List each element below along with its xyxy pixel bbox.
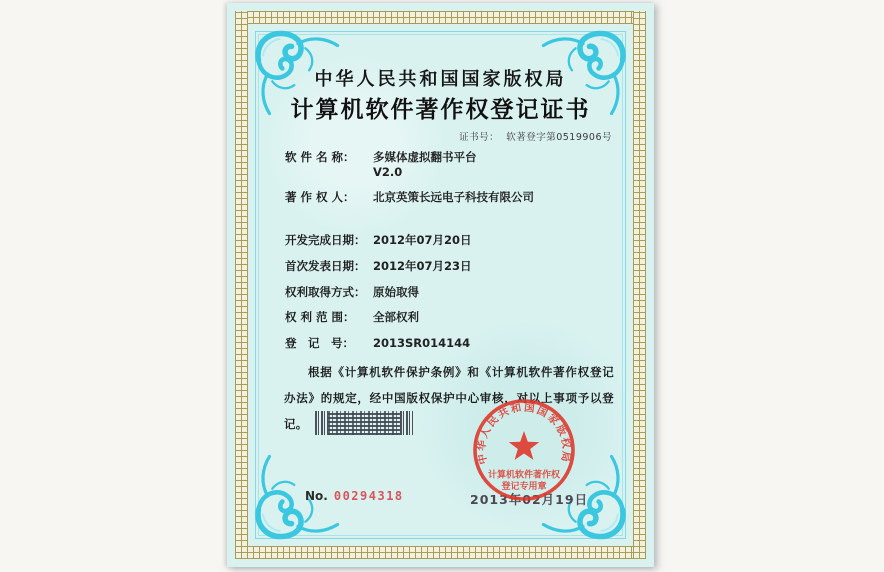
field-value: 2012年07月23日 bbox=[373, 259, 472, 273]
stamp-date: 2013年02月19日 bbox=[470, 492, 589, 507]
certificate-number-value: 软著登字第0519906号 bbox=[506, 132, 612, 143]
field-label: 登 记 号： bbox=[285, 336, 354, 350]
serial-number-line bbox=[305, 489, 404, 503]
field-copyright-owner bbox=[285, 190, 615, 205]
certificate-number-label: 证书号： bbox=[459, 132, 500, 143]
serial-prefix: No. bbox=[305, 489, 328, 503]
field-label: 软 件 名 称： bbox=[285, 150, 355, 164]
stamp-text-line1: 计算机软件著作权 bbox=[487, 470, 561, 481]
barcode bbox=[315, 411, 413, 435]
serial-number: 00294318 bbox=[333, 489, 404, 503]
official-seal-stamp bbox=[471, 397, 577, 503]
software-version: V2.0 bbox=[373, 165, 403, 179]
field-value: 2013SR014144 bbox=[373, 336, 471, 350]
certificate-title: 计算机软件著作权登记证书 bbox=[290, 97, 591, 123]
field-value: 北京英策长远电子科技有限公司 bbox=[373, 190, 534, 204]
field-rights-scope bbox=[285, 310, 615, 325]
field-label: 开发完成日期： bbox=[285, 233, 366, 247]
certificate-number-line bbox=[459, 129, 612, 143]
fields-section bbox=[285, 150, 615, 362]
field-value: 2012年07月20日 bbox=[373, 233, 472, 247]
stamp-star-icon bbox=[509, 431, 539, 460]
field-value: 全部权利 bbox=[373, 310, 419, 324]
field-value bbox=[373, 150, 477, 180]
stamp-ring-text: 中华人民共和国国家版权局 bbox=[475, 401, 573, 466]
stamp-text-line2: 登记专用章 bbox=[501, 482, 547, 492]
issuing-authority: 中华人民共和国国家版权局 bbox=[314, 69, 567, 90]
field-rights-acquisition-method bbox=[285, 285, 615, 300]
meander-border-bottom bbox=[235, 546, 646, 559]
barcode-stop-bars bbox=[400, 411, 413, 435]
certificate bbox=[227, 3, 654, 567]
field-label: 权利取得方式： bbox=[285, 285, 366, 299]
field-label: 著 作 权 人： bbox=[285, 190, 355, 204]
field-first-publication-date bbox=[285, 259, 615, 274]
field-development-completed-date bbox=[285, 233, 615, 248]
registration-statement: 根据《计算机软件保护条例》和《计算机软件著作权登记办法》的规定，经中国版权保护中心审核，对以上事项予以登记。 bbox=[284, 365, 614, 431]
barcode-data-matrix bbox=[328, 411, 400, 435]
field-software-name bbox=[285, 150, 615, 180]
field-registration-number bbox=[285, 336, 615, 351]
software-name: 多媒体虚拟翻书平台 bbox=[373, 150, 477, 164]
field-value: 原始取得 bbox=[373, 285, 419, 299]
meander-border-top bbox=[235, 11, 646, 24]
barcode-start-bars bbox=[315, 411, 328, 435]
field-label: 首次发表日期： bbox=[285, 259, 366, 273]
field-label: 权 利 范 围： bbox=[285, 310, 355, 324]
